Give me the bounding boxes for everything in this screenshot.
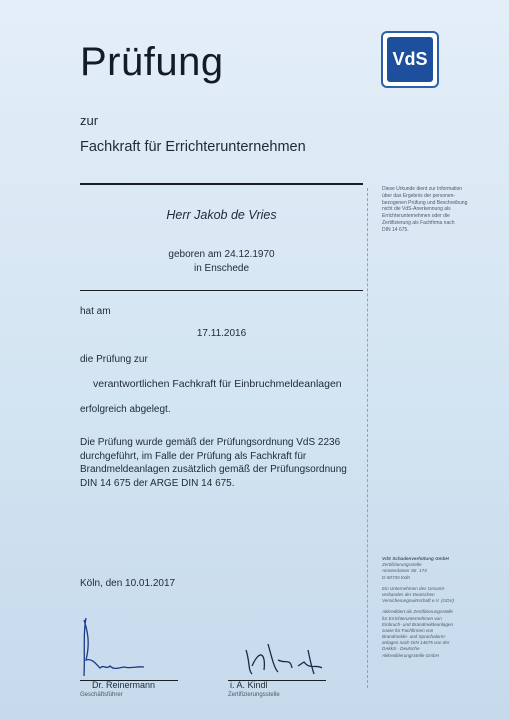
vds-logo-text: VdS bbox=[387, 37, 433, 82]
top-rule bbox=[80, 183, 363, 185]
issuer-name: VdS Schadenverhütung GmbH bbox=[382, 556, 449, 561]
issuer-line: Ein Unternehmen des Gesamt- bbox=[382, 585, 446, 591]
issuer-line: Amsterdamer Str. 174 bbox=[382, 568, 427, 574]
signatory-right-name: i. A. Kindl bbox=[230, 680, 268, 690]
hat-am-label: hat am bbox=[80, 306, 111, 317]
sidenote-line: Diese Urkunde dient zur Information bbox=[382, 186, 463, 192]
issuer-line: Einbruch- und Brandmeldeanlagen bbox=[382, 621, 453, 627]
signature-right bbox=[238, 640, 338, 680]
paragraph-line: Brandmeldeanlagen zusätzlich gemäß der Prüfungsordnung bbox=[80, 464, 347, 475]
issuer-line: Versicherungswirtschaft e.V. (GDV) bbox=[382, 598, 454, 604]
paragraph-line: Die Prüfung wurde gemäß der Prüfungsordnung VdS 2236 bbox=[80, 437, 341, 448]
sidenote-line: bezogenen Prüfung und Beschreibung bbox=[382, 199, 468, 206]
sidenote-line: Zertifizierung als Fachfirma nach bbox=[382, 219, 455, 226]
birth-place: in Enschede bbox=[193, 263, 250, 274]
paragraph-line: durchgeführt, im Falle der Prüfung als Fachkraft für bbox=[80, 450, 307, 462]
sidenote-line: DIN 14 675. bbox=[382, 226, 409, 233]
document-title: Prüfung bbox=[80, 40, 224, 84]
sidenote-line: nicht die VdS-Anerkennung als bbox=[382, 206, 451, 213]
signatory-left-role: Geschäftsführer bbox=[80, 692, 123, 698]
issuer-line: D-50735 Köln bbox=[382, 574, 411, 580]
birth-date: geboren am 24.12.1970 bbox=[168, 249, 275, 260]
issuer-line: sowie für Fachfirmen von bbox=[382, 627, 434, 633]
issuer-line: verbandes der Deutschen bbox=[382, 591, 435, 597]
middle-rule bbox=[80, 290, 363, 291]
issuer-line: Brandmelde- und Sprachalarm- bbox=[382, 634, 447, 640]
die-pruefung-label: die Prüfung zur bbox=[80, 354, 148, 365]
issuer-line: anlagen nach DIN 14675 von der bbox=[382, 640, 450, 646]
sidenote-line: Errichterunternehmen oder die bbox=[382, 213, 450, 219]
signature-left bbox=[76, 614, 166, 680]
sidenote-line: über das Ergebnis der personen- bbox=[382, 192, 456, 199]
zur-label: zur bbox=[80, 113, 99, 128]
signatory-left-name: Dr. Reinermann bbox=[92, 680, 156, 690]
qualification: verantwortlichen Fachkraft für Einbruchmeldeanlagen bbox=[93, 378, 342, 390]
recipient-name: Herr Jakob de Vries bbox=[166, 208, 277, 222]
issuer-line: Akkreditierungsstelle GmbH bbox=[382, 652, 439, 658]
signatory-right-role: Zertifizierungsstelle bbox=[228, 692, 280, 698]
exam-subject: Fachkraft für Errichterunternehmen bbox=[80, 139, 306, 155]
exam-date: 17.11.2016 bbox=[196, 328, 247, 339]
vertical-divider bbox=[367, 188, 368, 688]
sidenote-top bbox=[382, 186, 494, 233]
issuer-line: Zertifizierungsstelle bbox=[382, 562, 422, 568]
paragraph-line: DIN 14 675 der ARGE DIN 14 675. bbox=[80, 477, 235, 489]
passed-label: erfolgreich abgelegt. bbox=[80, 404, 171, 415]
issuer-line: DAkkS - Deutsche bbox=[382, 646, 420, 652]
vds-logo bbox=[381, 31, 439, 88]
place-date: Köln, den 10.01.2017 bbox=[80, 578, 176, 589]
exam-regulation-paragraph bbox=[80, 436, 347, 490]
issuer-line: für Errichterunternehmen von bbox=[382, 615, 442, 621]
issuer-block bbox=[382, 556, 496, 659]
issuer-line: Akkreditiert als Zertifizierungsstelle bbox=[382, 609, 453, 615]
